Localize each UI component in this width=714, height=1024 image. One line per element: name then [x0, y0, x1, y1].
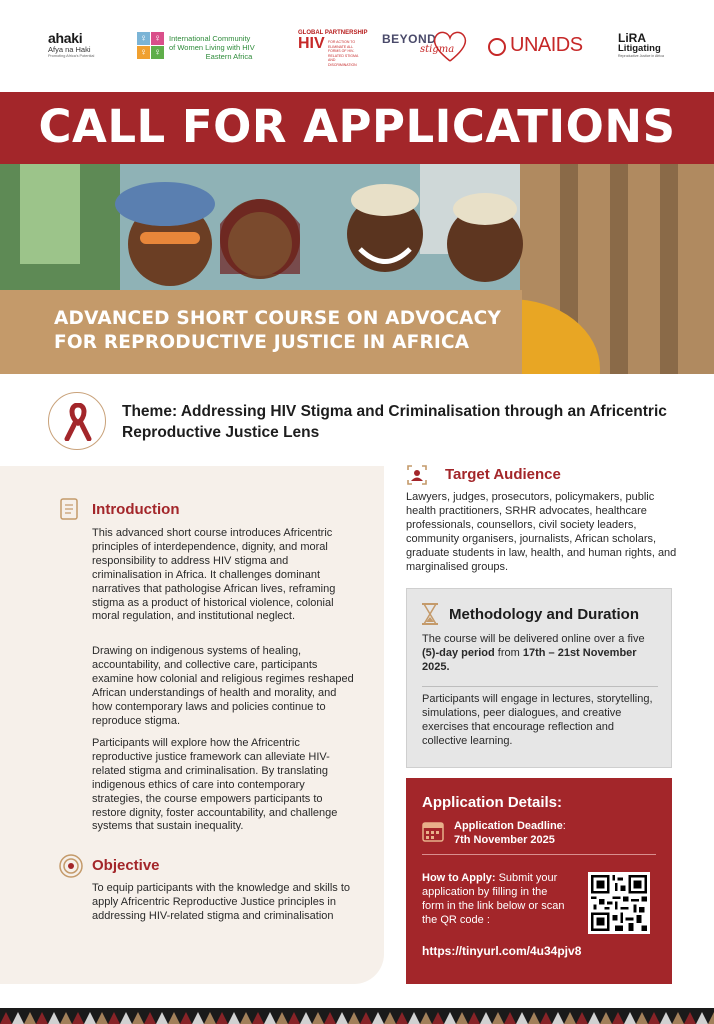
lira-logo: LiRA Litigating Reproductive Justice in Africa — [618, 31, 664, 58]
methodology-paragraph-2: Participants will engage in lectures, storytelling, simulations, peer dialogues, and creative exercises that encourage reflection and collective learning. — [422, 693, 653, 747]
page-title: CALL FOR APPLICATIONS — [38, 100, 676, 153]
unaids-logo: UNAIDS — [488, 36, 598, 72]
tribal-pattern — [0, 1008, 714, 1024]
methodology-title: Methodology and Duration — [449, 606, 639, 623]
calendar-icon — [422, 820, 444, 844]
application-link[interactable]: https://tinyurl.com/4u34pjv8 — [422, 944, 582, 958]
audience-icon — [406, 464, 428, 488]
application-deadline: Application Deadline: 7th November 2025 — [454, 820, 566, 846]
icw-emblem-icon: ♀ ♀ ♀ ♀ — [137, 32, 165, 60]
introduction-paragraph-2: Drawing on indigenous systems of healing, accountability, and collective care, participants examine how colonial and religious regimes reshaped African understandings of health and morality, and how contemporary laws and policies continue to reproduce stigma. — [92, 645, 354, 727]
course-title: ADVANCED SHORT COURSE ON ADVOCACY FOR REPRODUCTIVE JUSTICE IN AFRICA — [54, 308, 502, 353]
introduction-paragraph-3: Participants will explore how the Africentric reproductive justice framework can alleviate HIV-related stigma and criminalisation. By translating indigenous ethics of care into contemporary strategies, the course empowers participants to restore dignity, foster accountability, and challenge systems that sustain inequality. — [92, 737, 338, 833]
ribbon-icon — [64, 403, 92, 441]
introduction-title: Introduction — [92, 501, 180, 518]
how-to-apply-text: How to Apply: Submit your application by filling in the form in the link below or scan the QR code : — [422, 872, 565, 926]
introduction-paragraph-1: This advanced short course introduces Africentric principles of interdependence, dignity, and moral responsibility to address HIV stigma and criminalisation in Africa. It challenges dominant narratives that pathologise African lives, reframing stigma as a product of historical violence, colonial moral regulation, and institutional neglect. — [92, 527, 336, 623]
call-banner — [0, 92, 714, 164]
course-title-box — [0, 290, 522, 374]
methodology-paragraph-1: The course will be delivered online over a five (5)-day period from 17th – 21st November 2025. — [422, 633, 645, 673]
application-divider — [422, 854, 656, 855]
target-icon — [58, 853, 84, 879]
objective-text: To equip participants with the knowledge and skills to apply Africentric Reproductive Justice principles in addressing HIV-related stigma and criminalisation — [92, 882, 351, 922]
methodology-box — [406, 588, 672, 768]
methodology-divider — [422, 686, 658, 687]
ahaki-logo: ahaki Afya na Haki Promoting Africa's Potential — [48, 30, 95, 58]
unaids-globe-icon — [488, 38, 506, 56]
global-partnership-hiv-logo: GLOBAL PARTNERSHIP HIV FOR ACTION TO ELIMINATE ALL FORMS OF HIV-RELATED STIGMA AND DISCRIMINATION — [298, 30, 368, 67]
scroll-icon — [58, 497, 80, 521]
hourglass-icon — [420, 602, 442, 626]
target-audience-title: Target Audience — [445, 466, 561, 483]
objective-title: Objective — [92, 857, 160, 874]
decorative-pattern-footer — [0, 1008, 714, 1024]
beyond-stigma-logo: BEYOND stigma — [382, 30, 468, 66]
target-audience-text: Lawyers, judges, prosecutors, policymakers, public health practitioners, SRHR advocates, healthcare professionals, counsellors, civil society leaders, community organisers, journalists, African scholars, graduate students in law, health, and human rights, and marginalised groups. — [406, 491, 677, 573]
theme-text: Theme: Addressing HIV Stigma and Criminalisation through an Africentric Reproductive Justice Lens — [122, 403, 667, 441]
application-title: Application Details: — [422, 794, 563, 811]
application-details-box — [406, 778, 672, 984]
icw-logo: ♀ ♀ ♀ ♀ International Community of Women Living with HIV Eastern Africa — [137, 30, 282, 66]
partner-logos-bar — [0, 0, 714, 92]
qr-code[interactable] — [588, 872, 650, 934]
ribbon-icon-circle — [48, 392, 106, 450]
